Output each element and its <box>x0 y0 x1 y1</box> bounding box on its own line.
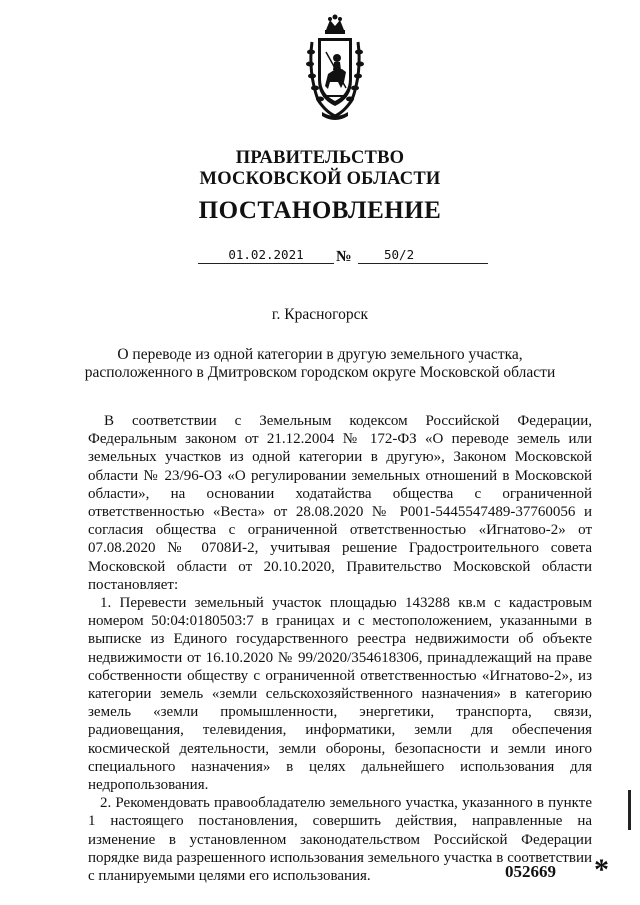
page-edge-mark <box>628 790 631 830</box>
issue-city: г. Красногорск <box>271 306 369 323</box>
number-sign: № <box>336 248 352 265</box>
issuing-authority <box>0 148 640 190</box>
asterisk-mark: * <box>594 853 609 886</box>
coat-of-arms-icon <box>304 12 366 124</box>
document-body <box>88 412 592 885</box>
subject-line-2: расположенного в Дмитровском городском округе Московской области <box>84 364 556 381</box>
resolution-item-1: 1. Перевести земельный участок площадью 143288 кв.м с кадастровым номером 50:04:0180503:7 в границах и с местоположением, указанными в выписке из Единого государственного реестра недвижимости об объекте недвижимости от 16.10.2020 № 99/2020/354618306, принадлежащий на праве собственности обществу с ограниченной ответственностью «Игнатово-2», из категории земель «земли сельскохозяйственного назначения» в категорию земель «земли промышленности, энергетики, транспорта, связи, радиовещания, телевидения, информатики, земли для обеспечения космической деятельности, земли обороны, безопасности и земли иного специального назначения» в целях дальнейшего использования для недропользования. <box>88 595 592 794</box>
authority-line-1: ПРАВИТЕЛЬСТВО <box>235 148 405 168</box>
date-number-line <box>198 247 498 273</box>
form-serial-number: 052669 <box>505 862 556 881</box>
authority-line-2: МОСКОВСКОЙ ОБЛАСТИ <box>199 169 441 189</box>
document-type-heading: ПОСТАНОВЛЕНИЕ <box>198 197 442 224</box>
preamble-paragraph: В соответствии с Земельным кодексом Российской Федерации, Федеральным законом от 21.12.2004 № 172-ФЗ «О переводе земель или земельных участков из одной категории в другую», Законом Московской области № 23/96-ОЗ «О регулировании земельных отношений в Московской области», на основании ходатайства общества с ограниченной ответственностью «Веста» от 28.08.2020 № Р001-5445547489-37760056 и согласия общества с ограниченной ответственностью «Игнатово-2» от 07.08.2020 № 0708И-2, учитывая решение Градостроительного совета Московской области от 20.10.2020, Правительство Московской области постановляет: <box>88 413 592 593</box>
document-number: 50/2 <box>358 247 488 264</box>
resolution-item-2: 2. Рекомендовать правообладателю земельного участка, указанного в пункте 1 настоящего постановления, совершить действия, направленные на изменение в установленном законодательством Российской Федерации порядке вида разрешенного использования земельного участка в соответствии с планируемыми целями его использования. <box>88 795 592 885</box>
subject-line-1: О переводе из одной категории в другую земельного участка, <box>117 346 523 363</box>
document-date: 01.02.2021 <box>198 247 334 264</box>
document-subject <box>0 346 640 382</box>
